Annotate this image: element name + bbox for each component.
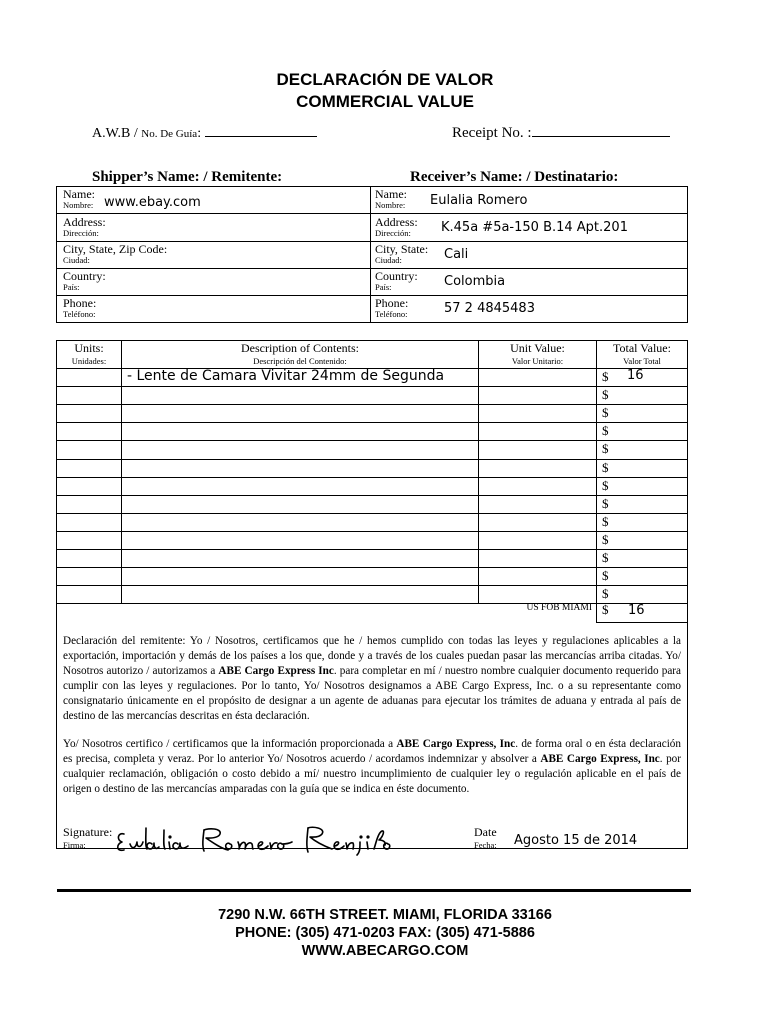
footer-phones: PHONE: (305) 471-0203 FAX: (305) 471-5886 (235, 925, 535, 941)
company-name: ABE Cargo Express Inc (218, 665, 334, 677)
company-name: ABE Cargo Express, Inc (540, 753, 660, 765)
unit-value-header-sub: Valor Unitario: (511, 356, 564, 366)
receiver-city-value[interactable]: Cali (444, 247, 469, 262)
fob-total[interactable]: 16 (628, 603, 645, 618)
currency-sign: $ (602, 513, 609, 529)
item-total[interactable]: 16 (627, 368, 644, 383)
footer-address: 7290 N.W. 66TH STREET. MIAMI, FLORIDA 33166 (218, 907, 552, 923)
table-row (56, 459, 688, 477)
currency-sign: $ (602, 369, 609, 384)
receiver-name-value[interactable]: Eulalia Romero (430, 193, 528, 208)
receiver-header: Receiver’s Name: / Destinatario: (410, 169, 619, 185)
fob-divider-left (596, 603, 597, 622)
declaration-text: Yo/ Nosotros certifico / certificamos que la información proporcionada a (63, 738, 397, 750)
fob-divider-right (687, 603, 688, 622)
total-value-header (597, 341, 687, 366)
currency-sign: $ (602, 477, 609, 493)
fob-currency: $ (602, 602, 609, 617)
signature-label: Signature: (63, 825, 113, 839)
receiver-name-sub: Nombre: (375, 200, 406, 210)
table-row (56, 567, 688, 585)
units-header (57, 341, 121, 366)
currency-sign: $ (602, 495, 609, 511)
shipper-phone-label: Phone: (63, 296, 97, 310)
receiver-city-sub: Ciudad: (375, 255, 402, 265)
table-row (56, 422, 688, 440)
receiver-address-sub: Dirección: (375, 228, 411, 238)
awb-input[interactable] (205, 124, 317, 137)
declaration-text: . para completar en mí / nuestro nombre cualquier documento requerido para cumplir con las leyes y regulaciones. Por lo tanto, Yo/ Nosotros designamos a ABE Cargo Express, Inc. o a su representante como consignatario únicamente en el propósito de designar a un agente de aduanas para ejecutar los trámites de aduana y entrada al país de destino de las mercancías descritas en ésta declaración. (63, 665, 681, 722)
total-value-header-sub: Valor Total (623, 356, 661, 366)
currency-sign: $ (602, 531, 609, 547)
receiver-address-row (375, 216, 418, 238)
receiver-country-value[interactable]: Colombia (444, 274, 506, 289)
receiver-city-label: City, State: (375, 242, 429, 256)
description-header (122, 341, 478, 366)
receipt-input[interactable] (532, 124, 670, 137)
date-field (474, 825, 497, 850)
fob-divider-bottom (596, 622, 688, 623)
receiver-phone-value[interactable]: 57 2 4845483 (444, 301, 535, 316)
receiver-phone-sub: Teléfono: (375, 309, 408, 319)
title-line-2: COMMERCIAL VALUE (296, 92, 474, 111)
declaration-paragraph-2 (63, 737, 681, 797)
receipt-label: Receipt No. : (452, 125, 532, 141)
shipper-header: Shipper’s Name: / Remitente: (92, 169, 283, 185)
receiver-address-label: Address: (375, 215, 418, 229)
receiver-name-row (375, 188, 407, 210)
signature-field (63, 825, 112, 850)
shipper-address-sub: Dirección: (63, 228, 99, 238)
receiver-city-row (375, 243, 428, 265)
shipper-name-row (63, 188, 95, 210)
table-row (56, 404, 688, 422)
signature-sub: Firma: (63, 840, 86, 850)
declaration-text: Declaración del remitente: Yo / Nosotros, certificamos que he / hemos cumplido con todas las leyes y regulaciones aplicables a la exportación, importación y demás de los países a los que, donde y a través de los cuales puedan pasar las mercancías arriba citadas. Yo/ Nosotros autorizo / autorizamos a (63, 635, 681, 677)
units-header-label: Units: (74, 341, 104, 355)
handwritten-signature[interactable] (112, 822, 402, 858)
receiver-country-sub: País: (375, 282, 392, 292)
footer-divider (57, 889, 691, 892)
receiver-phone-label: Phone: (375, 296, 409, 310)
date-label: Date (474, 825, 497, 839)
table-row (56, 386, 688, 404)
footer-website[interactable]: WWW.ABECARGO.COM (301, 943, 469, 959)
shipper-country-row (63, 270, 106, 292)
shipper-city-label: City, State, Zip Code: (63, 242, 168, 256)
description-header-label: Description of Contents: (241, 341, 359, 355)
units-header-sub: Unidades: (71, 356, 107, 366)
awb-sub-label: No. De Guía (141, 128, 198, 140)
shipper-city-row (63, 243, 167, 265)
shipper-phone-sub: Teléfono: (63, 309, 96, 319)
awb-field (92, 124, 317, 142)
company-name: ABE Cargo Express, Inc (396, 738, 516, 750)
receiver-phone-row (375, 297, 408, 319)
table-row (56, 477, 688, 495)
shipper-name-sub: Nombre: (63, 200, 94, 210)
date-value[interactable]: Agosto 15 de 2014 (514, 833, 638, 848)
table-row (56, 513, 688, 531)
table-row (56, 585, 688, 603)
total-value-header-label: Total Value: (613, 341, 671, 355)
table-row (56, 531, 688, 549)
shipper-name-label: Name: (63, 187, 95, 201)
shipper-name-value[interactable]: www.ebay.com (104, 195, 201, 210)
currency-sign: $ (602, 441, 609, 457)
currency-sign: $ (602, 459, 609, 475)
title-line-1: DECLARACIÓN DE VALOR (276, 70, 494, 89)
shipper-country-label: Country: (63, 269, 106, 283)
currency-sign: $ (602, 423, 609, 439)
shipper-address-row (63, 216, 106, 238)
declaration-paragraph-1 (63, 634, 681, 724)
awb-colon: : (197, 126, 202, 141)
shipper-country-sub: País: (63, 282, 80, 292)
receipt-field (452, 124, 670, 142)
declaration-text: . por cualquier reclamación, obligación o costo debido a mí/ nuestro incumplimiento de cualquier ley o regulación aplicable en el país de origen o destino de las mercancías amparadas con la guía que se indica en éste documento. (63, 753, 681, 795)
currency-sign: $ (602, 405, 609, 421)
shipper-phone-row (63, 297, 96, 319)
unit-value-header (479, 341, 596, 366)
row-divider (56, 603, 688, 604)
receiver-country-label: Country: (375, 269, 418, 283)
declaration-text: . de forma oral o en ésta declaración es precisa, completa y veraz. Por lo anterior Yo/ Nosotros acuerdo / acordamos indemnizar y absolver a (63, 738, 681, 765)
shipper-city-sub: Ciudad: (63, 255, 90, 265)
currency-sign: $ (602, 387, 609, 403)
table-row (56, 440, 688, 458)
table-row (56, 495, 688, 513)
currency-sign: $ (602, 568, 609, 584)
table-row (56, 549, 688, 567)
receiver-name-label: Name: (375, 187, 407, 201)
receiver-address-value[interactable]: K.45a #5a-150 B.14 Apt.201 (441, 220, 628, 235)
shipper-address-label: Address: (63, 215, 106, 229)
awb-label: A.W.B / (92, 126, 138, 141)
description-header-sub: Descripción del Contenido: (253, 356, 347, 366)
currency-sign: $ (602, 586, 609, 602)
date-sub: Fecha: (474, 840, 497, 850)
fob-label: US FOB MIAMI (526, 603, 592, 613)
receiver-country-row (375, 270, 418, 292)
unit-value-header-label: Unit Value: (510, 341, 565, 355)
currency-sign: $ (602, 550, 609, 565)
item-description[interactable]: - Lente de Camara Vivitar 24mm de Segunda (127, 368, 445, 384)
